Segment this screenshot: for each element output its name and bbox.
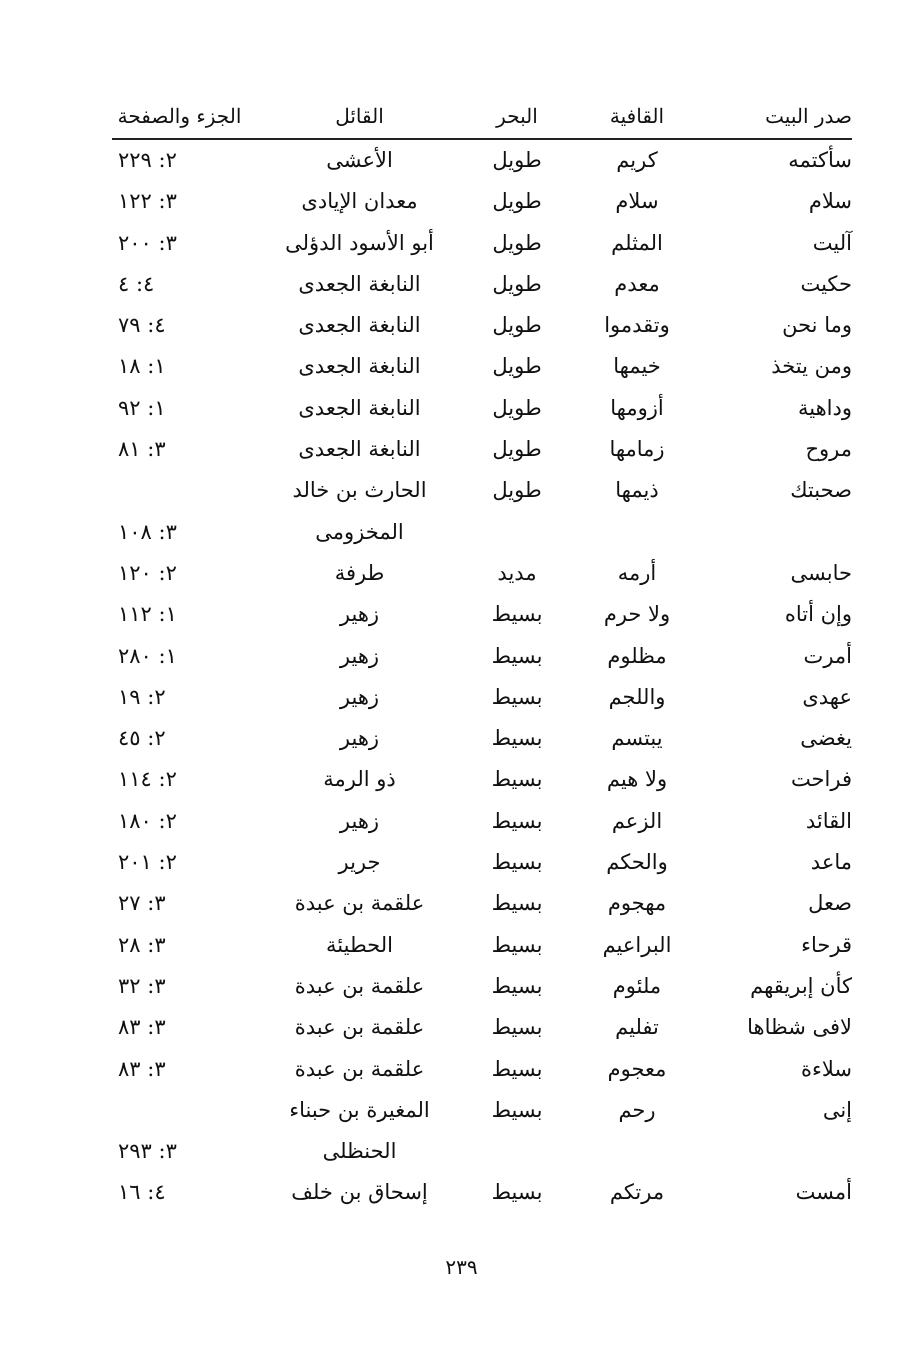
cell-rhyme: مظلوم xyxy=(607,643,667,668)
table-row xyxy=(112,594,852,635)
cell-verse: كأن إبريقهم xyxy=(750,973,852,998)
cell-verse: أمرت xyxy=(803,643,852,668)
cell-poet: المغيرة بن حبناء xyxy=(289,1097,430,1122)
table-row xyxy=(112,346,852,387)
cell-meter: بسيط xyxy=(491,850,543,875)
cell-meter: بسيط xyxy=(491,643,543,668)
cell-poet: معدان الإيادى xyxy=(301,189,418,214)
cell-meter: طويل xyxy=(492,271,542,296)
cell-verse: ماعد xyxy=(810,850,852,875)
cell-volume-page xyxy=(112,140,247,181)
cell-poet: زهير xyxy=(339,808,380,833)
cell-meter: طويل xyxy=(492,189,542,214)
cell-verse: صعل xyxy=(808,891,852,916)
page-number: ٢٣٩ xyxy=(445,1255,478,1279)
cell-verse: أمست xyxy=(795,1180,852,1205)
cell-poet: زهير xyxy=(339,726,380,751)
cell-meter: بسيط xyxy=(491,726,543,751)
volume-page-text: ٣: ١٠٨ xyxy=(118,519,177,544)
cell-poet: الأعشى xyxy=(326,148,393,172)
cell-rhyme: يبتسم xyxy=(611,726,663,751)
volume-page-text: ٣: ٣٢ xyxy=(118,973,166,998)
cell-volume-page xyxy=(112,718,247,759)
table-row xyxy=(112,140,852,181)
cell-meter: بسيط xyxy=(491,891,543,916)
cell-meter: طويل xyxy=(492,478,542,503)
cell-volume-page xyxy=(112,223,247,264)
cell-verse: لافى شظاها xyxy=(747,1015,852,1040)
cell-rhyme: أرمه xyxy=(617,560,657,585)
cell-volume-page xyxy=(112,801,247,842)
cell-verse: إنى xyxy=(822,1097,852,1122)
volume-page-text: ٢: ٢٢٩ xyxy=(118,148,177,172)
cell-volume-page xyxy=(112,305,247,346)
cell-poet: إسحاق بن خلف xyxy=(291,1180,428,1205)
cell-verse: مروح xyxy=(805,437,852,462)
cell-verse: آليت xyxy=(812,230,852,255)
cell-volume-page xyxy=(112,842,247,883)
cell-meter: طويل xyxy=(492,148,542,172)
volume-page-text: ١: ٢٨٠ xyxy=(118,643,177,668)
header-volume-page: الجزء والصفحة xyxy=(117,104,242,128)
cell-rhyme: ولا حرم xyxy=(603,602,671,627)
cell-poet: الحطيئة xyxy=(326,932,393,957)
cell-poet: طرفة xyxy=(334,560,385,585)
cell-rhyme: واللجم xyxy=(608,684,666,709)
volume-page-text: ٣: ٢٩٣ xyxy=(118,1139,177,1164)
cell-poet: المخزومى xyxy=(315,519,404,544)
cell-volume-page xyxy=(112,883,247,924)
cell-verse: وداهية xyxy=(798,395,852,420)
cell-poet: زهير xyxy=(339,684,380,709)
cell-meter: طويل xyxy=(492,354,542,379)
table-row xyxy=(112,966,852,1007)
volume-page-text: ٣: ٨١ xyxy=(118,437,166,462)
cell-verse: وما نحن xyxy=(782,313,852,338)
cell-meter: بسيط xyxy=(491,684,543,709)
cell-volume-page xyxy=(112,759,247,800)
cell-volume-page xyxy=(112,966,247,1007)
cell-meter: بسيط xyxy=(491,767,543,792)
table-row xyxy=(112,759,852,800)
cell-rhyme: المثلم xyxy=(611,230,663,255)
cell-volume-page xyxy=(112,512,247,553)
cell-volume-page xyxy=(112,677,247,718)
cell-meter: بسيط xyxy=(491,1180,543,1205)
cell-verse: حابسى xyxy=(790,560,852,585)
table-row xyxy=(112,925,852,966)
cell-rhyme: ملئوم xyxy=(612,973,662,998)
volume-page-text: ٤: ٤ xyxy=(118,271,155,296)
cell-poet: الحنظلى xyxy=(322,1139,397,1164)
table-row xyxy=(112,1172,852,1213)
table-row xyxy=(112,1007,852,1048)
volume-page-text: ١: ١٨ xyxy=(118,354,166,379)
cell-volume-page xyxy=(112,1172,247,1213)
cell-verse: فراحت xyxy=(790,767,852,792)
cell-verse: القائد xyxy=(805,808,852,833)
table-row xyxy=(112,553,852,594)
cell-volume-page xyxy=(112,636,247,677)
volume-page-text: ٤: ١٦ xyxy=(118,1180,166,1205)
cell-verse: حكيت xyxy=(800,271,852,296)
cell-volume-page xyxy=(112,925,247,966)
cell-verse: يغضى xyxy=(800,726,852,751)
cell-meter: طويل xyxy=(492,395,542,420)
volume-page-text: ٣: ٢٠٠ xyxy=(118,230,177,255)
volume-page-text: ١: ٩٢ xyxy=(118,395,166,420)
table-row xyxy=(112,842,852,883)
cell-rhyme: مرتكم xyxy=(609,1180,665,1205)
cell-volume-page xyxy=(112,181,247,222)
table-row xyxy=(112,1090,852,1131)
header-rhyme: القافية xyxy=(609,104,665,128)
table-row xyxy=(112,718,852,759)
cell-rhyme: خيمها xyxy=(613,354,661,379)
cell-poet: زهير xyxy=(339,643,380,668)
cell-meter: بسيط xyxy=(491,932,543,957)
cell-poet: علقمة بن عبدة xyxy=(294,1056,425,1081)
cell-rhyme: كريم xyxy=(616,148,658,172)
cell-rhyme: تفليم xyxy=(615,1015,659,1040)
volume-page-text: ٣: ٢٧ xyxy=(118,891,166,916)
cell-meter: بسيط xyxy=(491,808,543,833)
cell-verse: عهدى xyxy=(802,684,852,709)
header-poet: القائل xyxy=(335,104,384,128)
cell-volume-page xyxy=(112,594,247,635)
cell-verse: سلاءة xyxy=(800,1056,852,1081)
cell-verse: قرحاء xyxy=(801,932,852,957)
table-row xyxy=(112,1131,852,1172)
cell-rhyme: أزومها xyxy=(610,395,664,420)
cell-rhyme: معدم xyxy=(614,271,660,296)
header-verse: صدر البيت xyxy=(765,104,852,128)
cell-meter: بسيط xyxy=(491,1015,543,1040)
verse-index-table xyxy=(112,98,852,1214)
cell-meter: بسيط xyxy=(491,1056,543,1081)
cell-poet: النابغة الجعدى xyxy=(298,395,421,420)
cell-rhyme: سلام xyxy=(615,189,659,214)
cell-meter: بسيط xyxy=(491,973,543,998)
cell-poet: النابغة الجعدى xyxy=(298,313,421,338)
cell-verse: سأكتمه xyxy=(788,148,852,172)
cell-volume-page xyxy=(112,388,247,429)
cell-rhyme: ولا هيم xyxy=(606,767,668,792)
cell-poet: علقمة بن عبدة xyxy=(294,891,425,916)
cell-meter: طويل xyxy=(492,313,542,338)
table-row xyxy=(112,512,852,553)
cell-rhyme: رحم xyxy=(618,1097,656,1122)
cell-verse: وإن أتاه xyxy=(784,602,852,627)
cell-rhyme: ذيمها xyxy=(615,478,659,503)
volume-page-text: ٣: ١٢٢ xyxy=(118,189,177,214)
cell-poet: أبو الأسود الدؤلى xyxy=(285,230,434,255)
cell-rhyme: والحكم xyxy=(606,850,668,875)
cell-verse: ومن يتخذ xyxy=(771,354,852,379)
table-row xyxy=(112,470,852,511)
table-row xyxy=(112,801,852,842)
cell-poet: ذو الرمة xyxy=(323,767,396,792)
table-row xyxy=(112,181,852,222)
cell-meter: طويل xyxy=(492,437,542,462)
cell-rhyme: وتقدموا xyxy=(604,313,670,338)
table-header xyxy=(112,98,852,140)
volume-page-text: ١: ١١٢ xyxy=(118,602,177,627)
cell-poet: علقمة بن عبدة xyxy=(294,973,425,998)
cell-volume-page xyxy=(112,553,247,594)
header-meter: البحر xyxy=(496,104,538,128)
table-row xyxy=(112,223,852,264)
table-row xyxy=(112,388,852,429)
cell-volume-page xyxy=(112,429,247,470)
cell-rhyme: الزعم xyxy=(611,808,663,833)
cell-verse: سلام xyxy=(808,189,852,214)
volume-page-text: ٣: ٨٣ xyxy=(118,1056,166,1081)
cell-meter: طويل xyxy=(492,230,542,255)
cell-poet: النابغة الجعدى xyxy=(298,437,421,462)
cell-poet: علقمة بن عبدة xyxy=(294,1015,425,1040)
volume-page-text: ٢: ١٨٠ xyxy=(118,808,177,833)
volume-page-text: ٢: ٤٥ xyxy=(118,726,166,751)
volume-page-text: ٢: ١٢٠ xyxy=(118,560,177,585)
cell-meter: بسيط xyxy=(491,602,543,627)
cell-poet: زهير xyxy=(339,602,380,627)
cell-volume-page xyxy=(112,470,247,511)
cell-volume-page xyxy=(112,1090,247,1131)
cell-rhyme: معجوم xyxy=(607,1056,667,1081)
cell-volume-page xyxy=(112,1049,247,1090)
cell-meter: مديد xyxy=(497,560,537,585)
volume-page-text: ٤: ٧٩ xyxy=(118,313,166,338)
cell-poet: جرير xyxy=(338,850,381,875)
cell-rhyme: البراعيم xyxy=(602,932,672,957)
table-row xyxy=(112,429,852,470)
cell-volume-page xyxy=(112,1131,247,1172)
cell-volume-page xyxy=(112,346,247,387)
cell-rhyme: مهجوم xyxy=(607,891,667,916)
cell-poet: الحارث بن خالد xyxy=(292,478,427,503)
table-row xyxy=(112,883,852,924)
volume-page-text: ٣: ٢٨ xyxy=(118,932,166,957)
cell-meter: بسيط xyxy=(491,1097,543,1122)
volume-page-text: ٣: ٨٣ xyxy=(118,1015,166,1040)
table-row xyxy=(112,264,852,305)
volume-page-text: ٢: ١٩ xyxy=(118,684,166,709)
table-row xyxy=(112,1049,852,1090)
cell-verse: صحبتك xyxy=(790,478,852,503)
volume-page-text: ٢: ٢٠١ xyxy=(118,850,177,875)
cell-poet: النابغة الجعدى xyxy=(298,354,421,379)
cell-volume-page xyxy=(112,1007,247,1048)
cell-volume-page xyxy=(112,264,247,305)
volume-page-text: ٢: ١١٤ xyxy=(118,767,177,792)
table-row xyxy=(112,305,852,346)
cell-poet: النابغة الجعدى xyxy=(298,271,421,296)
cell-rhyme: زمامها xyxy=(609,437,665,462)
table-body xyxy=(112,140,852,1214)
table-row xyxy=(112,636,852,677)
table-row xyxy=(112,677,852,718)
